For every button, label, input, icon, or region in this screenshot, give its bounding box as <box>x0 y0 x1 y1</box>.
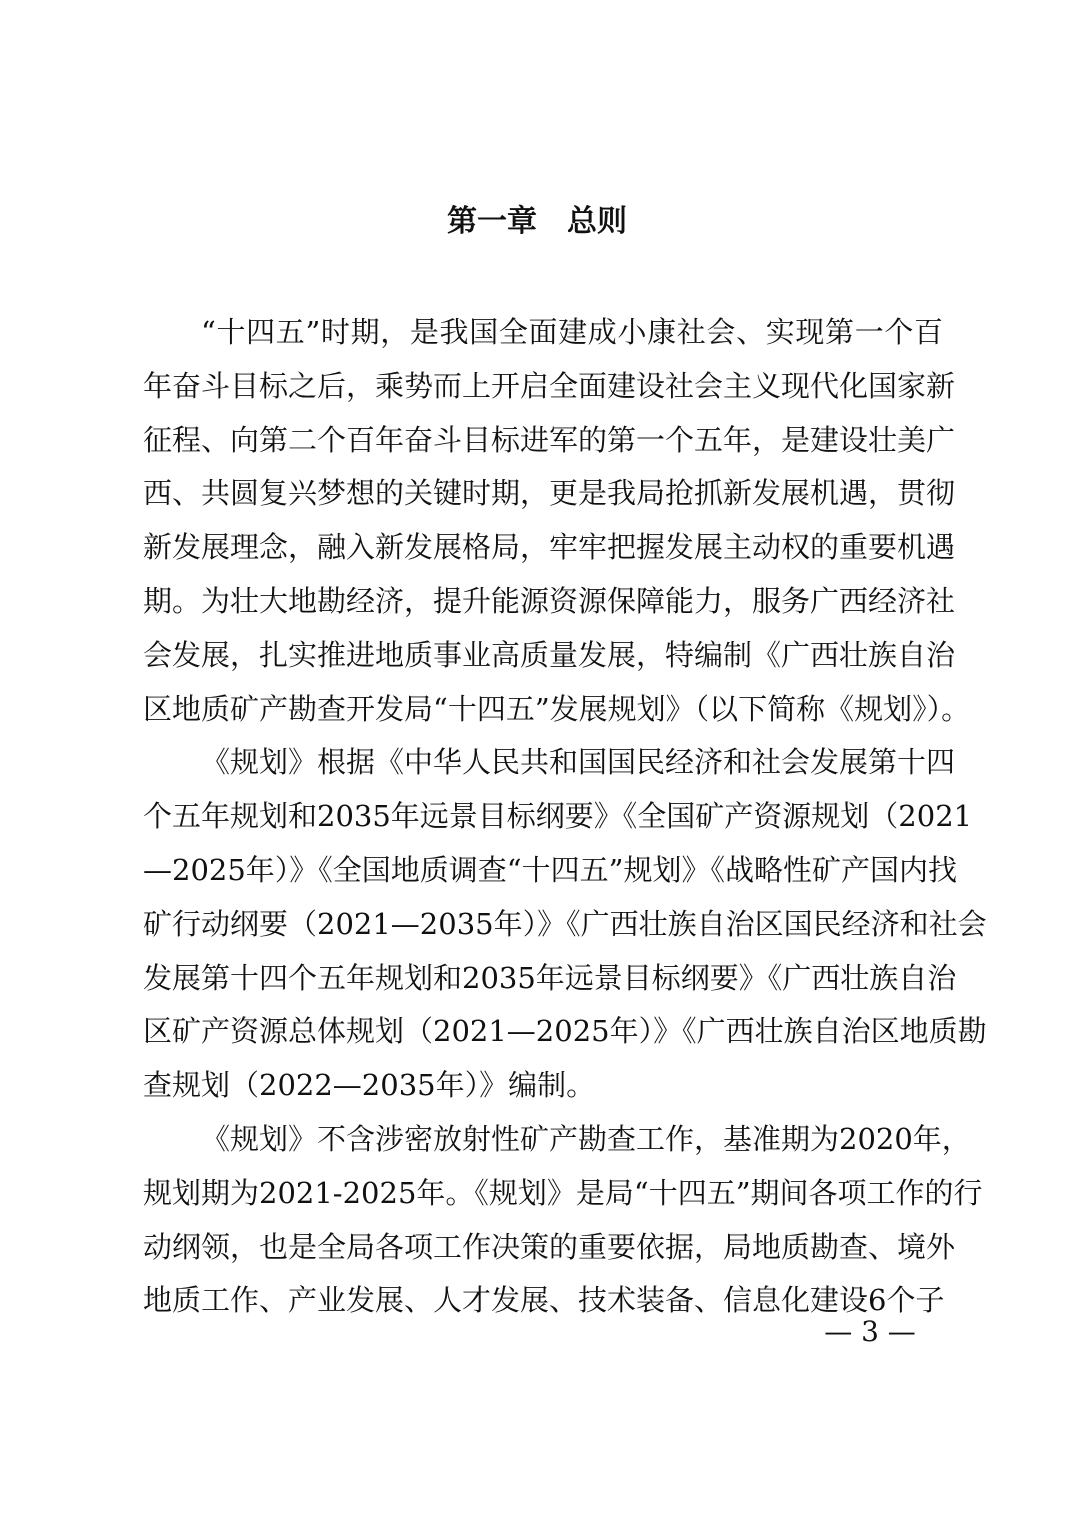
text-line: 新发展理念，融入新发展格局，牢牢把握发展主动权的重要机遇 <box>143 530 956 565</box>
text-line: 征程、向第二个百年奋斗目标进军的第一个五年，是建设壮美广 <box>143 422 956 457</box>
text-line: 西、共圆复兴梦想的关键时期，更是我局抢抓新发展机遇，贯彻 <box>143 476 956 511</box>
text-line: 会发展，扎实推进地质事业高质量发展，特编制《广西壮族自治 <box>143 637 956 672</box>
text-line: 地质工作、产业发展、人才发展、技术装备、信息化建设6个子 <box>143 1283 945 1318</box>
text-line: 区矿产资源总体规划（2021—2025年）》《广西壮族自治区地质勘 <box>143 1014 987 1049</box>
text-line: 查规划（2022—2035年）》编制。 <box>143 1068 596 1103</box>
text-line: 年奋斗目标之后，乘势而上开启全面建设社会主义现代化国家新 <box>143 368 956 403</box>
text-line: “十四五”时期，是我国全面建成小康社会、实现第一个百 <box>201 315 943 349</box>
text-line: —2025年）》《全国地质调查“十四五”规划》《战略性矿产国内找 <box>143 852 957 887</box>
text-line: 区地质矿产勘查开发局“十四五”发展规划》（以下简称《规划》）。 <box>143 691 971 726</box>
text-line: 期。为壮大地勘经济，提升能源资源保障能力，服务广西经济社 <box>143 583 956 618</box>
text-line: 矿行动纲要（2021—2035年）》《广西壮族自治区国民经济和社会 <box>143 906 987 941</box>
body-text <box>143 306 987 1328</box>
text-line: 规划期为2021-2025年。《规划》是局“十四五”期间各项工作的行 <box>143 1175 983 1210</box>
text-line: 《规划》不含涉密放射性矿产勘查工作，基准期为2020年， <box>201 1121 971 1156</box>
text-line: 《规划》根据《中华人民共和国国民经济和社会发展第十四 <box>201 745 956 780</box>
text-line: 发展第十四个五年规划和2035年远景目标纲要》《广西壮族自治 <box>143 960 957 995</box>
page-number: — 3 — <box>824 1315 916 1348</box>
chapter-title: 第一章 总则 <box>447 204 627 239</box>
text-line: 动纲领，也是全局各项工作决策的重要依据，局地质勘查、境外 <box>143 1229 956 1264</box>
text-line: 个五年规划和2035年远景目标纲要》《全国矿产资源规划（2021 <box>143 799 973 834</box>
